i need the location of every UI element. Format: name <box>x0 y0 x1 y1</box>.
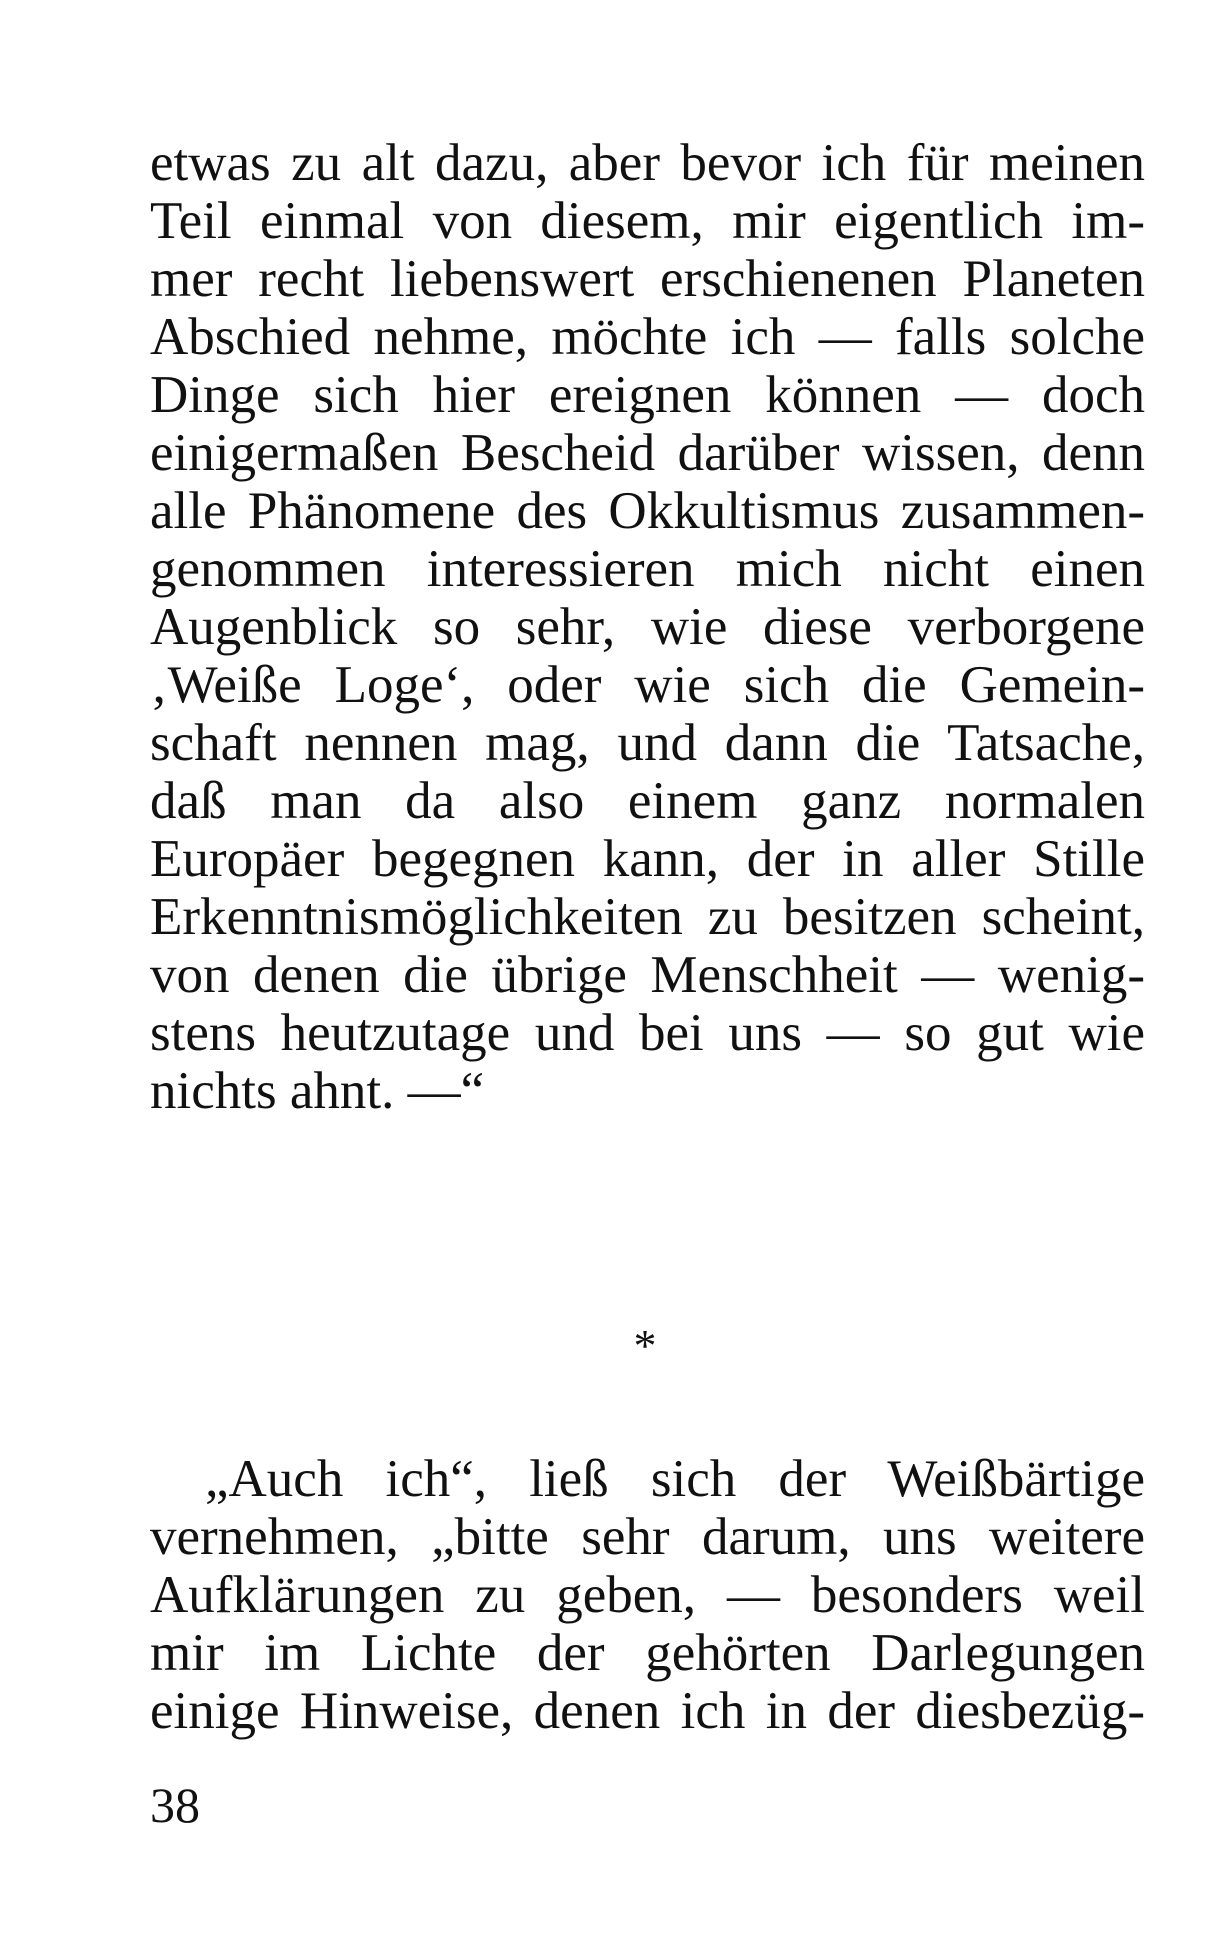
text-line: von denen die übrige Menschheit — wenig- <box>150 946 1145 1004</box>
text-line: Dinge sich hier ereignen können — doch <box>150 366 1145 424</box>
text-line: einige Hinweise, denen ich in der diesbezüg- <box>150 1682 1145 1740</box>
text-line: Aufklärungen zu geben, — besonders weil <box>150 1566 1145 1624</box>
text-line: nichts ahnt. —“ <box>150 1062 485 1120</box>
text-line: Teil einmal von diesem, mir eigentlich im- <box>150 192 1145 250</box>
text-line: vernehmen, „bitte sehr darum, uns weitere <box>150 1508 1145 1566</box>
text-line: Augenblick so sehr, wie diese verborgene <box>150 598 1145 656</box>
text-line: „Auch ich“, ließ sich der Weißbärtige <box>205 1450 1145 1508</box>
text-line: mer recht liebenswert erschienenen Planeten <box>150 250 1145 308</box>
text-line: daß man da also einem ganz normalen <box>150 772 1145 830</box>
text-line: Abschied nehme, möchte ich — falls solche <box>150 308 1145 366</box>
text-line: etwas zu alt dazu, aber bevor ich für meinen <box>150 134 1145 192</box>
text-line: einigermaßen Bescheid darüber wissen, denn <box>150 424 1145 482</box>
text-line: Erkenntnismöglichkeiten zu besitzen scheint, <box>150 888 1145 946</box>
section-separator: * <box>633 1320 657 1371</box>
text-line: alle Phänomene des Okkultismus zusammen- <box>150 482 1145 540</box>
text-line: stens heutzutage und bei uns — so gut wie <box>150 1004 1145 1062</box>
text-line: genommen interessieren mich nicht einen <box>150 540 1145 598</box>
text-line: Europäer begegnen kann, der in aller Stille <box>150 830 1145 888</box>
text-line: mir im Lichte der gehörten Darlegungen <box>150 1624 1145 1682</box>
page-number: 38 <box>150 1777 200 1833</box>
text-line: ‚Weiße Loge‘, oder wie sich die Gemein- <box>150 656 1145 714</box>
text-line: schaft nennen mag, und dann die Tatsache, <box>150 714 1145 772</box>
